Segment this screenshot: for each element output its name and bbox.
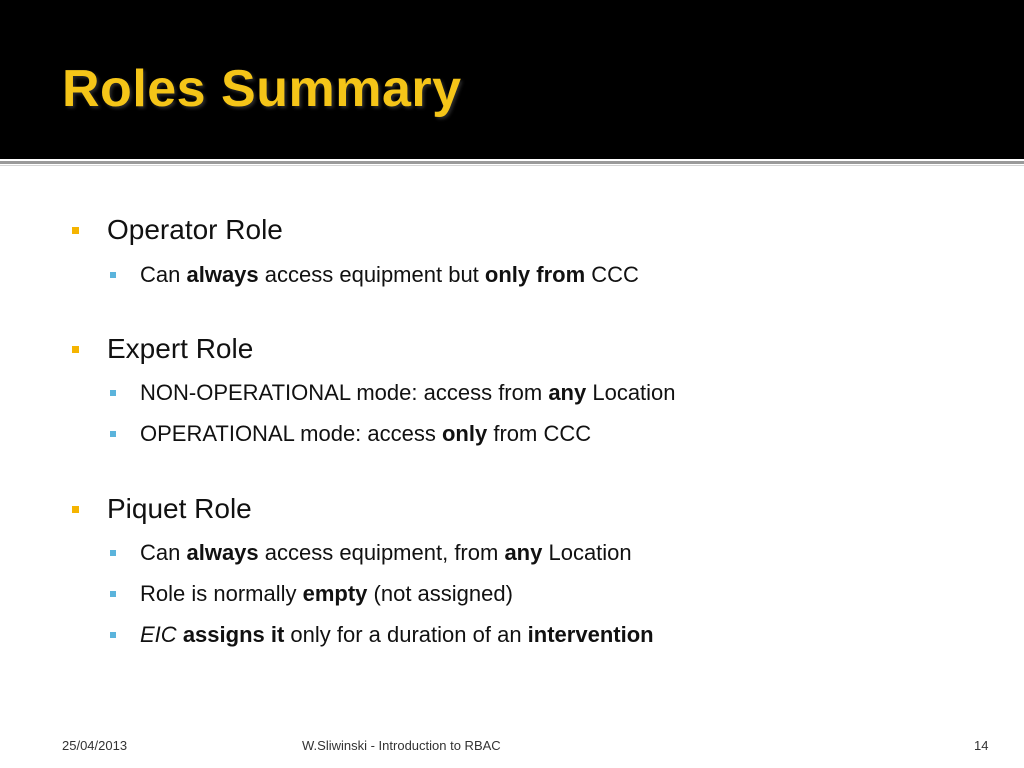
emphasis-text: any	[548, 380, 587, 405]
emphasis-text: only	[441, 421, 488, 446]
text-run: (not assigned)	[367, 581, 513, 606]
bullet-heading: Expert Role	[107, 333, 254, 364]
text-run: Can	[140, 540, 187, 565]
emphasis-text: only from	[484, 262, 586, 287]
text-run: Role is normally	[140, 581, 303, 606]
sub-bullet-text	[140, 380, 676, 406]
emphasis-text: empty	[302, 581, 368, 606]
text-run: access equipment but	[258, 262, 485, 287]
bullet-heading: Operator Role	[107, 214, 283, 245]
text-run: Location	[542, 540, 632, 565]
square-bullet-icon	[72, 346, 79, 353]
emphasis-text: always	[186, 540, 259, 565]
sub-bullet-text	[140, 421, 591, 447]
square-bullet-icon	[110, 632, 116, 638]
square-bullet-icon	[110, 591, 116, 597]
footer-title: W.Sliwinski - Introduction to RBAC	[302, 738, 501, 753]
emphasis-text: intervention	[527, 622, 654, 647]
square-bullet-icon	[110, 390, 116, 396]
square-bullet-icon	[72, 506, 79, 513]
text-run: OPERATIONAL mode: access	[140, 421, 442, 446]
text-run: NON-OPERATIONAL mode: access from	[140, 380, 549, 405]
text-run: from CCC	[487, 421, 592, 446]
square-bullet-icon	[110, 550, 116, 556]
emphasis-text: always	[186, 262, 259, 287]
text-run: access equipment, from	[258, 540, 505, 565]
sub-bullet-text	[140, 540, 632, 566]
sub-bullet-text	[140, 622, 654, 648]
text-run: CCC	[585, 262, 639, 287]
bullet-heading: Piquet Role	[107, 493, 252, 524]
emphasis-text: any	[504, 540, 543, 565]
sub-bullet-text	[140, 262, 639, 288]
emphasis-text: assigns it	[182, 622, 285, 647]
square-bullet-icon	[110, 431, 116, 437]
slide-title: Roles Summary	[62, 60, 462, 118]
footer-date: 25/04/2013	[62, 738, 128, 753]
sub-bullet-text	[140, 581, 513, 607]
italic-text: EIC	[140, 622, 177, 647]
text-run: only for a duration of an	[284, 622, 528, 647]
footer-page-number: 14	[974, 738, 989, 753]
square-bullet-icon	[110, 272, 116, 278]
square-bullet-icon	[72, 227, 79, 234]
text-run: Location	[586, 380, 676, 405]
text-run: Can	[140, 262, 187, 287]
